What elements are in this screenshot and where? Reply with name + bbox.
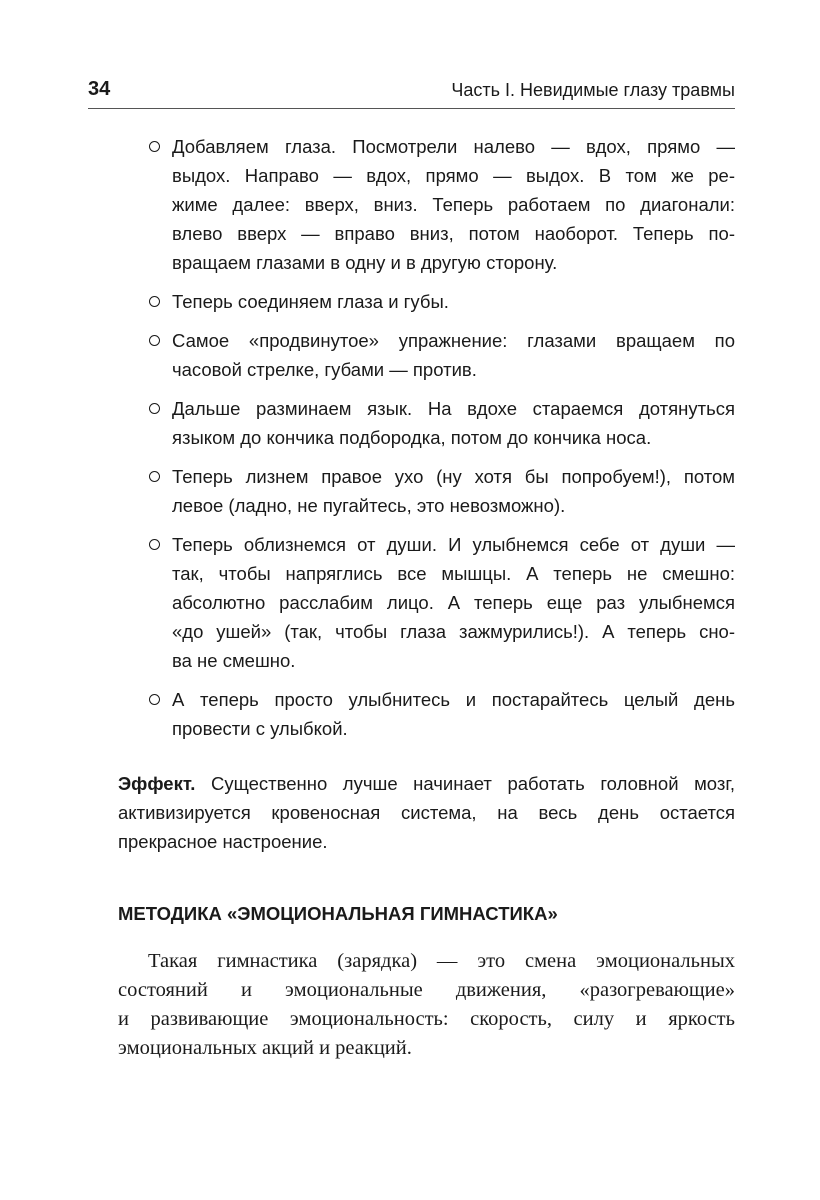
- list-item-line: Самое «продвинутое» упражнение: глазами вращаем по: [172, 330, 735, 351]
- list-item-line: Теперь соединяем глаза и губы.: [172, 291, 449, 312]
- list-item-line: Добавляем глаза. Посмотрели налево — вдох, прямо —: [172, 136, 735, 157]
- exercise-list: [172, 132, 735, 753]
- section-paragraph: [118, 947, 735, 1063]
- section-line: эмоциональных акций и реакций.: [118, 1037, 412, 1059]
- circle-bullet-icon: [149, 539, 160, 550]
- list-item-line: жиме далее: вверх, вниз. Теперь работаем по диагонали:: [172, 194, 735, 215]
- list-item-line: выдох. Направо — вдох, прямо — выдох. В том же ре-: [172, 165, 735, 186]
- effect-paragraph: [118, 769, 735, 856]
- section-heading: МЕТОДИКА «ЭМОЦИОНАЛЬНАЯ ГИМНАСТИКА»: [118, 903, 558, 924]
- effect-label: Эффект.: [118, 773, 196, 794]
- list-item: [172, 394, 735, 452]
- list-item-line: часовой стрелке, губами — против.: [172, 359, 477, 380]
- list-item-line: Дальше разминаем язык. На вдохе стараемся дотянуться: [172, 398, 735, 419]
- list-item: [172, 685, 735, 743]
- section-line: состояний и эмоциональные движения, «разогревающие»: [118, 979, 735, 1001]
- list-item-line: абсолютно расслабим лицо. А теперь еще раз улыбнемся: [172, 592, 735, 613]
- list-item: [172, 462, 735, 520]
- list-item-line: ва не смешно.: [172, 650, 296, 671]
- list-item-line: влево вверх — вправо вниз, потом наоборот. Теперь по-: [172, 223, 735, 244]
- list-item-line: так, чтобы напряглись все мышцы. А теперь не смешно:: [172, 563, 735, 584]
- list-item-line: провести с улыбкой.: [172, 718, 348, 739]
- circle-bullet-icon: [149, 141, 160, 152]
- page-number: 34: [88, 78, 111, 100]
- running-title: Часть I. Невидимые глазу травмы: [451, 80, 735, 100]
- list-item-line: Теперь лизнем правое ухо (ну хотя бы попробуем!), потом: [172, 466, 735, 487]
- circle-bullet-icon: [149, 335, 160, 346]
- circle-bullet-icon: [149, 296, 160, 307]
- list-item-line: вращаем глазами в одну и в другую сторону.: [172, 252, 558, 273]
- list-item: [172, 530, 735, 675]
- list-item-line: А теперь просто улыбнитесь и постарайтесь целый день: [172, 689, 735, 710]
- list-item: [172, 132, 735, 277]
- effect-line-3: прекрасное настроение.: [118, 831, 328, 852]
- effect-line-1: [118, 769, 735, 798]
- list-item-line: «до ушей» (так, чтобы глаза зажмурились!). А теперь сно-: [172, 621, 735, 642]
- circle-bullet-icon: [149, 471, 160, 482]
- running-header: [88, 78, 735, 109]
- effect-line-2: активизируется кровеносная система, на весь день остается: [118, 802, 735, 823]
- circle-bullet-icon: [149, 694, 160, 705]
- list-item-line: Теперь облизнемся от души. И улыбнемся себе от души —: [172, 534, 735, 555]
- effect-text: Существенно лучше начинает работать головной мозг,: [210, 773, 735, 794]
- circle-bullet-icon: [149, 403, 160, 414]
- list-item: [172, 287, 735, 316]
- list-item: [172, 326, 735, 384]
- section-line: Такая гимнастика (зарядка) — это смена эмоциональных: [148, 950, 735, 972]
- list-item-line: левое (ладно, не пугайтесь, это невозможно).: [172, 495, 566, 516]
- section-line: и развивающие эмоциональность: скорость, силу и яркость: [118, 1008, 735, 1030]
- list-item-line: языком до кончика подбородка, потом до кончика носа.: [172, 427, 652, 448]
